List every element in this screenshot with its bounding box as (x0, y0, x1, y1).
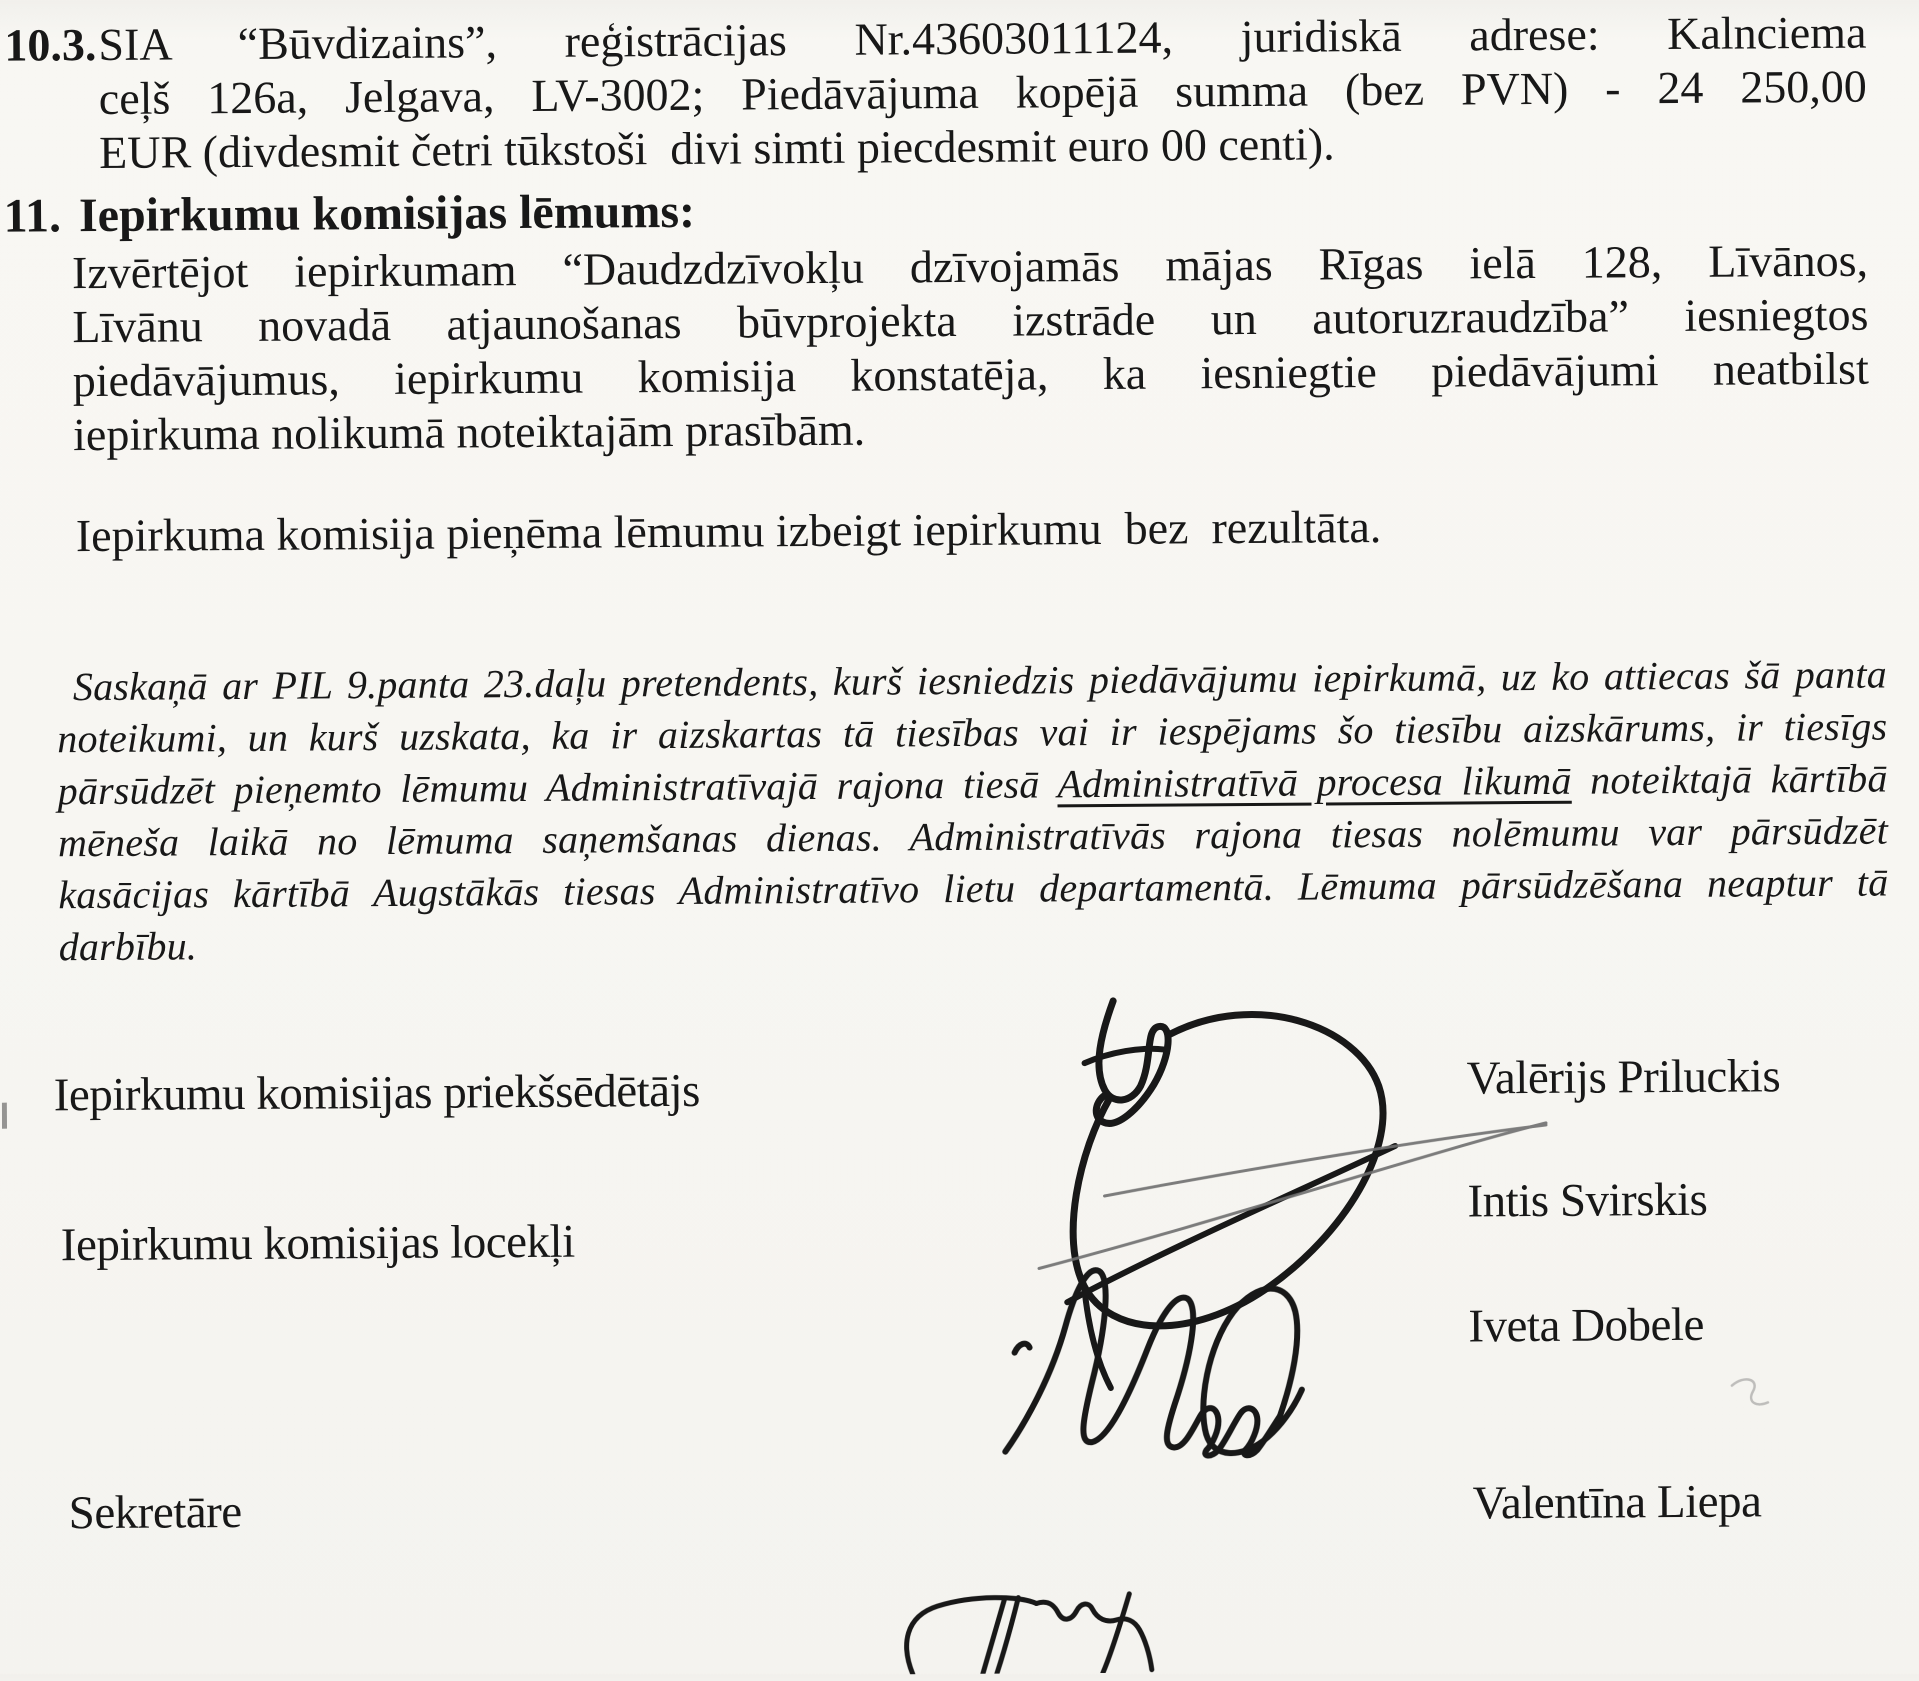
item-10-3-number: 10.3. (4, 19, 97, 71)
pencil-squiggle-artifact (1732, 1379, 1768, 1404)
text-line: EUR (divdesmit četri tūkstoši divi simti piecdesmit euro 00 centi). (99, 118, 1335, 178)
member-2-signature (1004, 1269, 1302, 1457)
text-line: Saskaņā ar PIL 9.panta 23.daļu pretendents, kurš iesniedzis piedāvājumu iepirkumā, uz ko attiecas šā panta (72, 651, 1888, 710)
member-2-signature-tick (1015, 1344, 1030, 1353)
text-line: Līvānu novadā atjaunošanas būvprojekta izstrāde un autoruzraudzība” iesniegtos (72, 288, 1869, 353)
text-segment: pārsūdzēt pieņemto lēmumu Administratīvajā rajona tiesā (57, 761, 1058, 814)
item-11-paragraph (72, 234, 1869, 463)
member-2-signature-main (1004, 1269, 1280, 1457)
text-line: noteikumi, un kurš uzskata, ka ir aizskartas tā tiesības vai ir iespējams šo tiesību aizskārums, ir tiesīgs (57, 703, 1888, 762)
chair-signature (1065, 999, 1397, 1388)
appeal-note (57, 649, 1889, 974)
secretary-signature-wave (1036, 1601, 1151, 1670)
secretary-signature-tall-stroke (1102, 1594, 1130, 1673)
members-label: Iepirkumu komisijas locekļi (60, 1215, 575, 1272)
member-1-name: Intis Svirskis (1467, 1173, 1708, 1228)
chair-signature-crossbar (1084, 1049, 1164, 1063)
chair-signature-tail (1084, 1286, 1111, 1388)
secretary-signature-oval (906, 1597, 1036, 1674)
chair-signature-diagonal (1066, 1146, 1396, 1302)
item-11-heading: Iepirkumu komisijas lēmums: (78, 184, 696, 243)
law-reference-underlined: Administratīvā procesa likumā (1057, 757, 1572, 807)
text-line: iepirkuma nolikumā noteiktajām prasībām. (72, 403, 866, 461)
secretary-label: Sekretāre (68, 1486, 242, 1540)
chair-signature-zigzag (1095, 1001, 1168, 1124)
secretary-signature-descender-2 (996, 1598, 1019, 1674)
item-11-heading-row (3, 184, 695, 245)
text-line: SIA “Būvdizains”, reģistrācijas Nr.43603011124, juridiskā adrese: Kalnciema (98, 6, 1867, 70)
item-11-number: 11. (3, 189, 62, 243)
text-line: Izvērtējot iepirkumam “Daudzdzīvokļu dzīvojamās mājas Rīgas ielā 128, Līvānos, (71, 234, 1869, 299)
text-line: mēneša laikā no lēmuma saņemšanas dienas. Administratīvās rajona tiesas nolēmumu var pārsūdzēt (57, 807, 1889, 866)
chair-name: Valērijs Priluckis (1466, 1050, 1781, 1105)
text-line: kasācijas kārtībā Augstākās tiesas Administratīvo lietu departamentā. Lēmuma pārsūdzēšana neaptur tā (58, 859, 1889, 918)
item-10-3-body (98, 6, 1867, 180)
chair-label: Iepirkumu komisijas priekšsēdētājs (53, 1064, 701, 1122)
member-2-name: Iveta Dobele (1468, 1298, 1705, 1353)
scan-edge-artifacts (0, 175, 7, 1129)
text-line: darbību. (58, 923, 198, 970)
pencil-strokes (1038, 1121, 1768, 1409)
member-2-signature-terminal-loop (1202, 1288, 1302, 1453)
secretary-signature-descender-1 (982, 1600, 1005, 1674)
secretary-name: Valentīna Liepa (1472, 1475, 1762, 1530)
text-line: piedāvājumus, iepirkumu komisija konstatēja, ka iesniegtie piedāvājumi neatbilst (72, 342, 1869, 407)
secretary-signature (906, 1594, 1152, 1675)
decision-line: Iepirkuma komisija pieņēma lēmumu izbeigt iepirkumu bez rezultāta. (75, 501, 1382, 562)
text-line: ceļš 126a, Jelgava, LV-3002; Piedāvājuma kopējā summa (bez PVN) - 24 250,00 (98, 60, 1867, 124)
chair-signature-loop (1072, 1014, 1385, 1327)
text-segment: noteiktajā kārtībā (1571, 755, 1888, 803)
scan-edge-mark-middle (2, 1103, 7, 1129)
